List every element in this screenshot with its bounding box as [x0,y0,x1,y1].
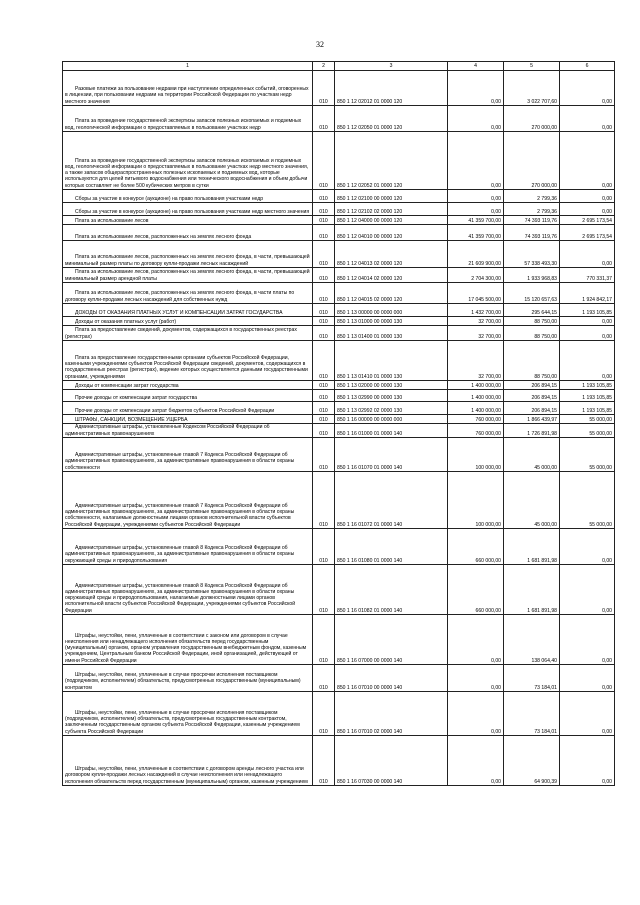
row-kbk-cell: 850 1 16 07000 00 0000 140 [335,615,448,665]
row-code-cell: 010 [313,381,335,390]
row-code-cell: 010 [313,615,335,665]
row-name-cell [63,283,313,304]
row-kbk-cell: 850 1 12 04013 02 0000 120 [335,241,448,268]
row-actual-cell: 1 726 891,98 [504,424,560,438]
row-actual-cell: 45 000,00 [504,438,560,472]
row-name-cell [63,317,313,326]
table-row [63,615,615,665]
row-code-cell: 010 [313,565,335,615]
row-actual-cell: 206 894,15 [504,390,560,402]
header-cell: 1 [63,62,313,71]
row-remainder-cell: 0,00 [560,565,615,615]
row-remainder-cell: 0,00 [560,106,615,132]
row-plan-cell: 0,00 [448,203,504,216]
row-name-text: Штрафы, неустойки, пени, уплаченные в соответствии с законом или договором в случае неисполнения или ненадлежащего исполнения обязательств перед государственным (муниципальным) органом, органом управления государственным внебюджетным фондом, казенным учреждением, Центральным банком Российской Федерации, иной организацией, действующей от имени Российской Федерации [65,632,307,664]
row-code-cell: 010 [313,402,335,415]
row-kbk-cell: 850 1 16 00000 00 0000 000 [335,415,448,424]
row-actual-cell: 74 393 119,76 [504,225,560,241]
row-actual-cell: 88 750,00 [504,326,560,341]
header-cell: 3 [335,62,448,71]
row-actual-cell: 2 799,36 [504,190,560,203]
row-plan-cell: 100 000,00 [448,472,504,529]
row-remainder-cell: 2 695 173,54 [560,225,615,241]
row-code-cell: 010 [313,529,335,565]
header-cell: 2 [313,62,335,71]
row-name-cell [63,438,313,472]
row-kbk-cell: 850 1 12 02052 01 0000 120 [335,132,448,190]
row-name-cell [63,268,313,283]
row-name-cell [63,472,313,529]
row-kbk-cell: 850 1 16 07010 00 0000 140 [335,665,448,692]
row-plan-cell: 0,00 [448,71,504,106]
row-plan-cell: 21 609 900,00 [448,241,504,268]
row-actual-cell: 3 022 707,60 [504,71,560,106]
table-row [63,225,615,241]
row-plan-cell: 32 700,00 [448,326,504,341]
row-actual-cell: 45 000,00 [504,472,560,529]
row-actual-cell: 1 866 439,97 [504,415,560,424]
row-actual-cell: 1 933 968,83 [504,268,560,283]
row-code-cell: 010 [313,241,335,268]
row-name-cell [63,304,313,317]
row-plan-cell: 0,00 [448,190,504,203]
table-row [63,438,615,472]
table-row [63,216,615,225]
row-name-text: ДОХОДЫ ОТ ОКАЗАНИЯ ПЛАТНЫХ УСЛУГ И КОМПЕНСАЦИИ ЗАТРАТ ГОСУДАРСТВА [75,309,283,316]
row-name-text: Доходы от оказания платных услуг (работ) [75,318,177,325]
row-actual-cell: 2 799,36 [504,203,560,216]
row-kbk-cell: 850 1 16 01070 01 0000 140 [335,438,448,472]
budget-table [62,61,615,786]
table-row [63,268,615,283]
row-name-cell [63,132,313,190]
row-name-text: ШТРАФЫ, САНКЦИИ, ВОЗМЕЩЕНИЕ УЩЕРБА [75,416,188,423]
table-row [63,381,615,390]
row-actual-cell: 64 900,39 [504,736,560,786]
row-kbk-cell: 850 1 13 02000 00 0000 130 [335,381,448,390]
row-actual-cell: 270 000,00 [504,132,560,190]
row-plan-cell: 1 400 000,00 [448,381,504,390]
row-plan-cell: 41 359 700,00 [448,225,504,241]
row-name-text: Разовые платежи за пользование недрами при наступлении определенных событий, оговоренных в лицензии, при пользовании недрами на территории Российской Федерации по участкам недр местного значения [65,86,309,105]
row-name-text: Административные штрафы, установленные Кодексом Российской Федерации об административных правонарушениях [65,424,270,437]
row-name-text: Штрафы, неустойки, пени, уплаченные в случае просрочки исполнения поставщиком (подрядчиком, исполнителем) обязательств, предусмотренных государственным (муниципальным) контрактом [65,672,301,691]
row-kbk-cell: 850 1 16 01072 01 0000 140 [335,472,448,529]
header-row [63,62,615,71]
row-code-cell: 010 [313,268,335,283]
row-kbk-cell: 850 1 13 02992 02 0000 130 [335,402,448,415]
table-row [63,304,615,317]
table-row [63,565,615,615]
row-name-text: Плата за использование лесов [75,217,149,224]
row-remainder-cell: 0,00 [560,529,615,565]
row-code-cell: 010 [313,472,335,529]
table-row [63,203,615,216]
row-remainder-cell: 0,00 [560,203,615,216]
row-name-text: Плата за использование лесов, расположенных на землях лесного фонда, в части, превышающей минимальный размер платы по договору купли-продажи лесных насаждений [65,254,310,267]
row-kbk-cell: 850 1 16 01000 01 0000 140 [335,424,448,438]
table-row [63,415,615,424]
row-plan-cell: 41 359 700,00 [448,216,504,225]
header-cell: 5 [504,62,560,71]
row-remainder-cell: 0,00 [560,190,615,203]
row-name-text: Плата за использование лесов, расположенных на землях лесного фонда, в части платы по договору купли-продажи лесных насаждений для собственных нужд [65,290,295,303]
row-code-cell: 010 [313,390,335,402]
table-row [63,241,615,268]
row-plan-cell: 0,00 [448,736,504,786]
row-remainder-cell: 1 924 842,17 [560,283,615,304]
table-row [63,402,615,415]
row-code-cell: 010 [313,438,335,472]
header-cell: 6 [560,62,615,71]
row-code-cell: 010 [313,283,335,304]
row-remainder-cell: 55 000,00 [560,424,615,438]
row-name-cell [63,529,313,565]
row-plan-cell: 0,00 [448,665,504,692]
row-actual-cell: 138 064,40 [504,615,560,665]
row-plan-cell: 1 432 700,00 [448,304,504,317]
row-code-cell: 010 [313,736,335,786]
row-code-cell: 010 [313,106,335,132]
row-remainder-cell: 1 193 105,85 [560,402,615,415]
row-actual-cell: 88 750,00 [504,317,560,326]
row-name-cell [63,665,313,692]
row-actual-cell: 15 120 657,63 [504,283,560,304]
row-name-cell [63,203,313,216]
row-code-cell: 010 [313,326,335,341]
row-kbk-cell: 850 1 12 02012 01 0000 120 [335,71,448,106]
row-kbk-cell: 850 1 13 01000 00 0000 130 [335,317,448,326]
row-kbk-cell: 850 1 12 04015 02 0000 120 [335,283,448,304]
header-cell: 4 [448,62,504,71]
row-remainder-cell: 55 000,00 [560,472,615,529]
row-name-text: Сборы за участие в конкурсе (аукционе) на право пользования участками недр [75,195,264,202]
row-actual-cell: 295 644,15 [504,304,560,317]
table-row [63,341,615,381]
row-code-cell: 010 [313,225,335,241]
row-kbk-cell: 850 1 12 02050 01 0000 120 [335,106,448,132]
table-row [63,106,615,132]
row-code-cell: 010 [313,190,335,203]
row-actual-cell: 1 681 891,98 [504,565,560,615]
row-plan-cell: 1 400 000,00 [448,390,504,402]
row-kbk-cell: 850 1 12 04014 02 0000 120 [335,268,448,283]
row-remainder-cell: 0,00 [560,132,615,190]
row-name-cell [63,615,313,665]
row-plan-cell: 32 700,00 [448,341,504,381]
row-name-text: Штрафы, неустойки, пени, уплаченные в случае просрочки исполнения поставщиком (подрядчиком, исполнителем) обязательств, предусмотренных государственным контрактом, заключенным государственным органом субъекта Российской Федерации, казенным учреждением субъекта Российской Федерации [65,709,300,735]
row-actual-cell: 206 894,15 [504,381,560,390]
row-plan-cell: 760 000,00 [448,415,504,424]
row-remainder-cell: 0,00 [560,692,615,736]
row-actual-cell: 73 184,01 [504,692,560,736]
row-name-cell [63,424,313,438]
row-code-cell: 010 [313,71,335,106]
row-remainder-cell: 0,00 [560,341,615,381]
row-name-text: Плата за проведение государственной экспертизы запасов полезных ископаемых и подземных вод, геологической информации о предоставляемых в пользование участках недр [65,118,302,131]
row-kbk-cell: 850 1 12 04000 00 0000 120 [335,216,448,225]
row-plan-cell: 100 000,00 [448,438,504,472]
row-plan-cell: 660 000,00 [448,565,504,615]
row-name-cell [63,241,313,268]
row-remainder-cell: 0,00 [560,326,615,341]
row-kbk-cell: 850 1 16 01082 01 0000 140 [335,565,448,615]
row-name-text: Прочие доходы от компенсации затрат государства [75,394,198,401]
row-kbk-cell: 850 1 16 07030 00 0000 140 [335,736,448,786]
row-actual-cell: 57 338 493,30 [504,241,560,268]
row-kbk-cell: 850 1 13 01400 01 0000 130 [335,326,448,341]
row-plan-cell: 2 704 300,00 [448,268,504,283]
row-name-cell [63,381,313,390]
row-plan-cell: 0,00 [448,132,504,190]
row-code-cell: 010 [313,203,335,216]
row-name-cell [63,106,313,132]
row-remainder-cell: 55 000,00 [560,415,615,424]
row-name-text: Административные штрафы, установленные главой 8 Кодекса Российской Федерации об административных правонарушениях, за административные правонарушения в области охраны окружающей среды и природопользования, налагаемые должностными лицами органов исполнительной власти субъектов Российской Федерации, учреждениями субъектов Российской Федерации [65,582,296,614]
table-row [63,390,615,402]
row-actual-cell: 73 184,01 [504,665,560,692]
row-name-cell [63,216,313,225]
row-actual-cell: 1 681 891,98 [504,529,560,565]
row-remainder-cell: 0,00 [560,665,615,692]
row-plan-cell: 17 045 500,00 [448,283,504,304]
row-actual-cell: 74 393 119,76 [504,216,560,225]
row-name-cell [63,736,313,786]
row-name-cell [63,341,313,381]
row-name-text: Штрафы, неустойки, пени, уплаченные в соответствии с договором аренды лесного участка или договором купли-продажи лесных насаждений в случае неисполнения или ненадлежащего исполнения обязательств перед государственным (муниципальным) органом, казенным учреждением [65,766,308,785]
row-name-cell [63,190,313,203]
row-remainder-cell: 0,00 [560,317,615,326]
row-name-text: Административные штрафы, установленные главой 8 Кодекса Российской Федерации об административных правонарушениях, за административные правонарушения в области охраны окружающей среды и природопользования [65,545,295,564]
row-remainder-cell: 0,00 [560,615,615,665]
row-actual-cell: 88 750,00 [504,341,560,381]
table-row [63,283,615,304]
row-name-cell [63,71,313,106]
row-name-text: Доходы от компенсации затрат государства [75,382,179,389]
row-name-cell [63,225,313,241]
row-plan-cell: 1 400 000,00 [448,402,504,415]
row-code-cell: 010 [313,665,335,692]
table-row [63,190,615,203]
table-row [63,71,615,106]
row-name-cell [63,565,313,615]
row-kbk-cell: 850 1 12 04010 00 0000 120 [335,225,448,241]
row-code-cell: 010 [313,216,335,225]
row-code-cell: 010 [313,692,335,736]
row-plan-cell: 32 700,00 [448,317,504,326]
table-row [63,736,615,786]
row-name-text: Прочие доходы от компенсации затрат бюджетов субъектов Российской Федерации [75,407,275,414]
row-name-text: Административные штрафы, установленные главой 7 Кодекса Российской Федерации об административных правонарушениях, за административные правонарушения в области охраны собственности [65,452,295,471]
table-row [63,317,615,326]
table-row [63,529,615,565]
row-name-text: Плата за предоставление сведений, документов, содержащихся в государственных реестрах (регистрах) [65,327,297,340]
row-remainder-cell: 0,00 [560,71,615,106]
row-code-cell: 010 [313,317,335,326]
row-name-cell [63,326,313,341]
row-actual-cell: 270 000,00 [504,106,560,132]
row-name-text: Плата за использование лесов, расположенных на землях лесного фонда [75,233,252,240]
row-name-cell [63,692,313,736]
row-remainder-cell: 1 193 105,85 [560,381,615,390]
row-remainder-cell: 1 193 105,85 [560,390,615,402]
row-code-cell: 010 [313,424,335,438]
row-code-cell: 010 [313,304,335,317]
page-number: 32 [316,40,324,49]
row-remainder-cell: 2 695 173,54 [560,216,615,225]
table-row [63,472,615,529]
row-remainder-cell: 55 000,00 [560,438,615,472]
row-remainder-cell: 0,00 [560,736,615,786]
row-name-text: Плата за использование лесов, расположенных на землях лесного фонда, в части, превышающей минимальный размер арендной платы [65,269,310,282]
table-row [63,132,615,190]
row-name-text: Административные штрафы, установленные главой 7 Кодекса Российской Федерации об административных правонарушениях, за административные правонарушения в области охраны собственности, налагаемые должностными лицами органов исполнительной власти субъектов Российской Федерации, учреждениями субъектов Российской Федерации [65,502,295,528]
row-kbk-cell: 850 1 16 07010 02 0000 140 [335,692,448,736]
row-name-cell [63,390,313,402]
row-code-cell: 010 [313,132,335,190]
row-remainder-cell: 770 331,37 [560,268,615,283]
row-actual-cell: 206 894,15 [504,402,560,415]
row-name-text: Плата за предоставление государственными органами субъектов Российской Федерации, казенными учреждениями субъектов Российской Федерации сведений, документов, содержащихся в государственных реестрах (регистрах), ведение которых осуществляется данными государственными органами, учреждениями [65,354,308,380]
row-name-cell [63,402,313,415]
row-code-cell: 010 [313,341,335,381]
table-row [63,665,615,692]
row-remainder-cell: 0,00 [560,241,615,268]
table-row [63,326,615,341]
row-plan-cell: 0,00 [448,615,504,665]
row-kbk-cell: 850 1 16 01080 01 0000 140 [335,529,448,565]
row-code-cell: 010 [313,415,335,424]
row-plan-cell: 760 000,00 [448,424,504,438]
row-remainder-cell: 1 193 105,85 [560,304,615,317]
table-row [63,424,615,438]
row-plan-cell: 0,00 [448,692,504,736]
row-name-cell [63,415,313,424]
row-kbk-cell: 850 1 12 02100 00 0000 120 [335,190,448,203]
row-kbk-cell: 850 1 13 02990 00 0000 130 [335,390,448,402]
row-plan-cell: 660 000,00 [448,529,504,565]
row-kbk-cell: 850 1 12 02102 02 0000 120 [335,203,448,216]
row-kbk-cell: 850 1 13 01410 01 0000 130 [335,341,448,381]
row-plan-cell: 0,00 [448,106,504,132]
row-name-text: Плата за проведение государственной экспертизы запасов полезных ископаемых и подземных вод, геологической информации о предоставляемых в пользование участках недр местного значения, а также запасов общераспространенных полезных ископаемых и подземных вод, которые используются для целей питьевого водоснабжения или технического водоснабжения и объем добычи которых составляет не более 500 кубических метров в сутки [65,157,309,189]
row-name-text: Сборы за участие в конкурсе (аукционе) на право пользования участками недр местного значения [75,208,310,215]
row-kbk-cell: 850 1 13 00000 00 0000 000 [335,304,448,317]
table-row [63,692,615,736]
